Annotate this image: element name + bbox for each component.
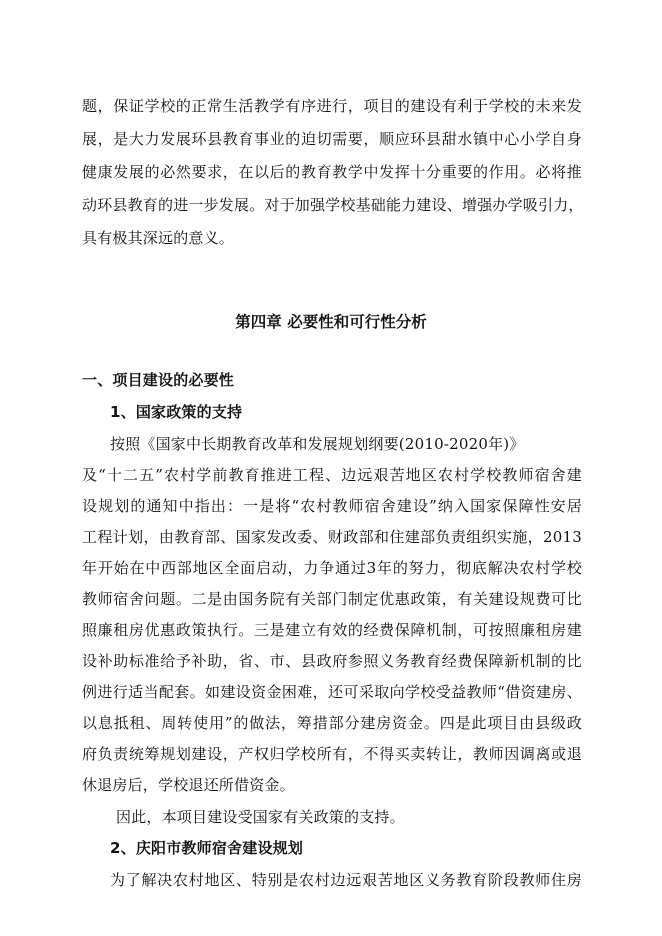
paragraph-line: 以息抵租、周转使用”的做法，筹措部分建房资金。四是此项目由县级政 [82,714,582,732]
paragraph-line: 按照《国家中长期教育改革和发展规划纲要(2010-2020年)》 [110,435,525,453]
paragraph-line: 照廉租房优惠政策执行。三是建立有效的经费保障机制，可按照廉租房建 [82,621,582,639]
subsection-heading: 1、国家政策的支持 [110,403,243,421]
paragraph-line: 设规划的通知中指出：一是将“农村教师宿舍建设”纳入国家保障性安居 [82,497,582,515]
paragraph-line: 因此，本项目建设受国家有关政策的支持。 [116,808,405,826]
paragraph-line: 为了解决农村地区、特别是农村边远艰苦地区义务教育阶段教师住房 [110,871,582,889]
paragraph-line: 休退房后，学校退还所借资金。 [82,776,295,794]
paragraph-line: 具有极其深远的意义。 [82,229,235,247]
paragraph-line: 教师宿舍问题。二是由国务院有关部门制定优惠政策，有关建设规费可比 [82,590,582,608]
paragraph-line: 题，保证学校的正常生活教学有序进行，项目的建设有利于学校的未来发 [82,97,582,115]
paragraph-line: 及“十二五”农村学前教育推进工程、边远艰苦地区农村学校教师宿舍建 [82,466,582,484]
paragraph-line: 例进行适当配套。如建设资金困难，还可采取向学校受益教师“借资建房、 [82,683,582,701]
paragraph-line: 健康发展的必然要求，在以后的教育教学中发挥十分重要的作用。必将推 [82,163,582,181]
paragraph-line: 设补助标准给予补助，省、市、县政府参照义务教育经费保障新机制的比 [82,652,582,670]
section-heading: 一、项目建设的必要性 [82,371,235,389]
paragraph-line: 府负责统筹规划建设，产权归学校所有，不得买卖转让，教师因调离或退 [82,745,582,763]
paragraph-line: 动环县教育的进一步发展。对于加强学校基础能力建设、增强办学吸引力， [82,196,584,214]
paragraph-line: 工程计划，由教育部、国家发改委、财政部和住建部负责组织实施，2013 [82,528,582,546]
subsection-heading: 2、庆阳市教师宿舍建设规划 [110,839,304,857]
chapter-title: 第四章 必要性和可行性分析 [235,313,427,331]
paragraph-line: 展，是大力发展环县教育事业的迫切需要，顺应环县甜水镇中心小学自身 [82,130,582,148]
paragraph-line: 年开始在中西部地区全面启动，力争通过3年的努力，彻底解决农村学校 [82,559,582,577]
